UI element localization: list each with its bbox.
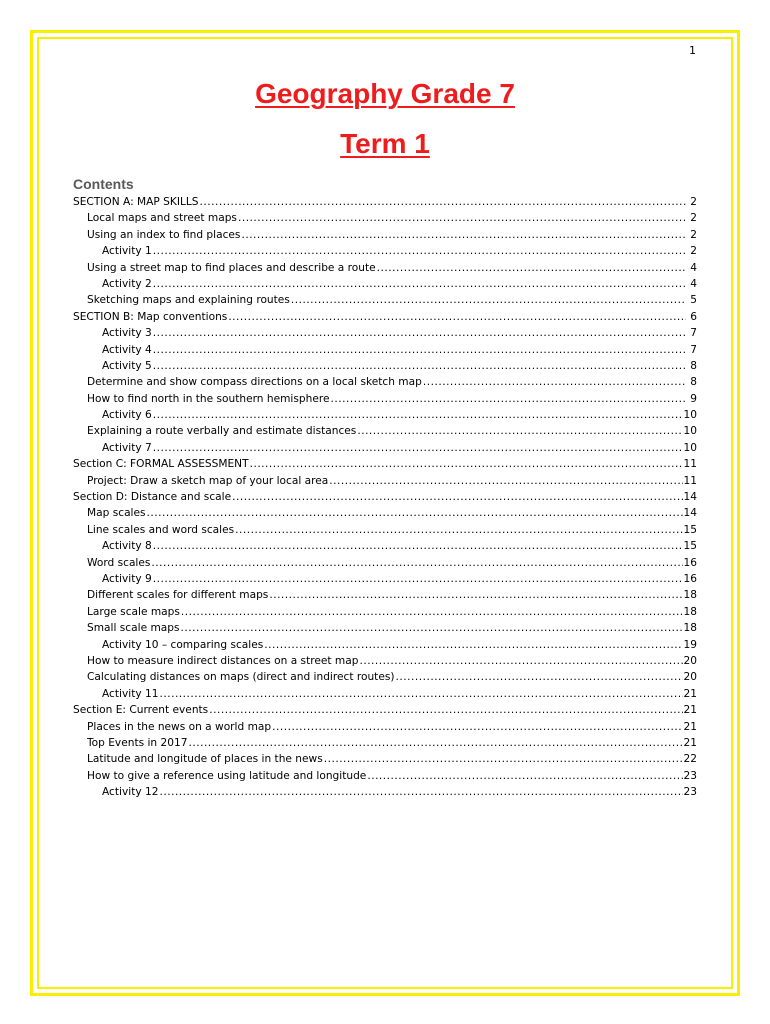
toc-entry-label: Activity 5 [102, 359, 152, 372]
toc-entry-page: 20 [683, 671, 697, 684]
toc-entry-page: 18 [683, 589, 697, 602]
toc-entry[interactable] [73, 194, 697, 210]
toc-dot-leader [159, 784, 682, 800]
page-number: 1 [689, 44, 696, 57]
toc-entry[interactable] [73, 587, 697, 603]
toc-entry-label: Using a street map to find places and describe a route [87, 261, 376, 274]
toc-entry[interactable] [73, 620, 697, 636]
toc-entry[interactable] [73, 604, 697, 620]
toc-dot-leader [359, 653, 682, 669]
toc-entry-label: Project: Draw a sketch map of your local area [87, 474, 329, 487]
toc-entry-page: 10 [683, 409, 697, 422]
toc-dot-leader [153, 243, 686, 259]
toc-dot-leader [250, 456, 683, 472]
toc-entry-page: 15 [683, 540, 697, 553]
toc-entry[interactable] [73, 653, 697, 669]
toc-dot-leader [153, 325, 686, 341]
toc-entry[interactable] [73, 702, 697, 718]
toc-dot-leader [423, 374, 686, 390]
toc-entry[interactable] [73, 292, 697, 308]
toc-dot-leader [188, 735, 682, 751]
toc-entry[interactable] [73, 686, 697, 702]
toc-entry-label: Small scale maps [87, 622, 180, 635]
toc-dot-leader [147, 505, 683, 521]
toc-entry-page: 21 [683, 704, 697, 717]
toc-entry-page: 9 [690, 392, 697, 405]
toc-entry-label: Activity 4 [102, 343, 152, 356]
toc-entry-page: 2 [690, 196, 697, 208]
toc-entry-page: 18 [683, 622, 697, 635]
toc-entry[interactable] [73, 407, 697, 423]
toc-dot-leader [367, 768, 682, 784]
toc-entry-page: 19 [683, 638, 697, 651]
toc-entry-page: 2 [690, 228, 697, 241]
toc-entry-page: 10 [683, 425, 697, 438]
toc-entry-label: Activity 1 [102, 245, 152, 258]
toc-dot-leader [241, 227, 686, 243]
toc-entry-label: Activity 6 [102, 409, 152, 422]
toc-entry[interactable] [73, 538, 697, 554]
toc-dot-leader [153, 440, 683, 456]
toc-entry-label: Top Events in 2017 [87, 736, 188, 749]
toc-entry-page: 8 [690, 376, 697, 389]
toc-entry-page: 14 [683, 507, 697, 520]
toc-entry-page: 11 [683, 474, 697, 487]
toc-entry-page: 21 [683, 736, 697, 749]
toc-entry-label: How to measure indirect distances on a street map [87, 654, 359, 667]
toc-entry-page: 4 [690, 261, 697, 274]
toc-entry-label: Determine and show compass directions on a local sketch map [87, 376, 422, 389]
toc-dot-leader [153, 358, 686, 374]
document-subtitle: Term 1 [340, 128, 430, 159]
toc-entry[interactable] [73, 473, 697, 489]
toc-entry-label: Activity 8 [102, 540, 152, 553]
toc-dot-leader [232, 489, 682, 505]
toc-entry-page: 18 [683, 605, 697, 618]
toc-dot-leader [153, 407, 683, 423]
toc-entry-label: Activity 7 [102, 441, 152, 454]
toc-entry-page: 4 [690, 277, 697, 290]
toc-entry[interactable] [73, 784, 697, 800]
toc-entry[interactable] [73, 669, 697, 685]
toc-entry-page: 10 [683, 441, 697, 454]
toc-entry-label: Activity 11 [102, 687, 159, 700]
toc-dot-leader [209, 702, 682, 718]
toc-entry-page: 7 [690, 343, 697, 356]
toc-dot-leader [291, 292, 686, 308]
toc-dot-leader [153, 571, 683, 587]
toc-entry-label: How to give a reference using latitude and longitude [87, 769, 367, 782]
toc-dot-leader [200, 194, 686, 210]
toc-dot-leader [331, 391, 687, 407]
toc-entry[interactable] [73, 719, 697, 735]
toc-entry-label: Map scales [87, 507, 146, 520]
toc-dot-leader [228, 309, 686, 325]
toc-entry-page: 16 [683, 572, 697, 585]
toc-entry[interactable] [73, 391, 697, 407]
toc-entry-label: Activity 2 [102, 277, 152, 290]
toc-dot-leader [357, 423, 682, 439]
toc-entry[interactable] [73, 735, 697, 751]
toc-entry-label: Sketching maps and explaining routes [87, 294, 290, 307]
toc-entry[interactable] [73, 374, 697, 390]
toc-dot-leader [181, 604, 683, 620]
toc-entry[interactable] [73, 325, 697, 341]
toc-dot-leader [151, 555, 682, 571]
toc-entry-label: Section E: Current events [73, 704, 209, 717]
toc-entry[interactable] [73, 505, 697, 521]
toc-entry-label: Section C: FORMAL ASSESSMENT [73, 458, 249, 471]
toc-entry-label: SECTION A: MAP SKILLS [73, 196, 199, 208]
toc-dot-leader [153, 538, 683, 554]
toc-entry-page: 14 [683, 491, 697, 504]
toc-dot-leader [153, 276, 686, 292]
toc-entry-page: 23 [683, 769, 697, 782]
toc-entry-label: Activity 12 [102, 786, 159, 799]
toc-entry[interactable] [73, 423, 697, 439]
toc-entry[interactable] [73, 309, 697, 325]
toc-entry-page: 7 [690, 327, 697, 340]
toc-entry[interactable] [73, 210, 697, 226]
toc-entry[interactable] [73, 276, 697, 292]
toc-dot-leader [264, 637, 682, 653]
toc-entry-page: 22 [683, 753, 697, 766]
toc-dot-leader [238, 210, 686, 226]
toc-dot-leader [235, 522, 682, 538]
toc-entry-label: Activity 10 – comparing scales [102, 638, 264, 651]
toc-dot-leader [159, 686, 682, 702]
toc-entry-page: 5 [690, 294, 697, 307]
toc-entry-label: Activity 3 [102, 327, 152, 340]
toc-entry[interactable] [73, 751, 697, 767]
toc-dot-leader [272, 719, 682, 735]
toc-dot-leader [329, 473, 682, 489]
toc-entry-page: 15 [683, 523, 697, 536]
toc-entry-page: 20 [683, 654, 697, 667]
toc-entry[interactable] [73, 227, 697, 243]
toc-entry-page: 21 [683, 720, 697, 733]
toc-dot-leader [377, 260, 686, 276]
toc-entry[interactable] [73, 342, 697, 358]
toc-entry-label: Using an index to find places [87, 228, 241, 241]
toc-entry-page: 2 [690, 212, 697, 225]
toc-entry-page: 2 [690, 245, 697, 258]
toc-entry-label: Explaining a route verbally and estimate distances [87, 425, 357, 438]
table-of-contents [73, 194, 697, 800]
toc-entry-page: 23 [683, 786, 697, 799]
toc-entry[interactable] [73, 358, 697, 374]
toc-dot-leader [269, 587, 682, 603]
toc-entry-label: How to find north in the southern hemisphere [87, 392, 330, 405]
toc-entry[interactable] [73, 637, 697, 653]
toc-entry[interactable] [73, 768, 697, 784]
toc-dot-leader [396, 669, 683, 685]
toc-entry-label: Places in the news on a world map [87, 720, 272, 733]
toc-entry-label: Calculating distances on maps (direct and indirect routes) [87, 671, 395, 684]
toc-entry-label: Different scales for different maps [87, 589, 269, 602]
toc-entry-page: 8 [690, 359, 697, 372]
toc-entry-label: Large scale maps [87, 605, 180, 618]
toc-entry[interactable] [73, 456, 697, 472]
toc-entry[interactable] [73, 571, 697, 587]
toc-dot-leader [181, 620, 683, 636]
contents-heading: Contents [73, 176, 134, 192]
toc-entry[interactable] [73, 555, 697, 571]
toc-entry-page: 21 [683, 687, 697, 700]
toc-entry-label: Line scales and word scales [87, 523, 235, 536]
toc-dot-leader [324, 751, 683, 767]
toc-entry[interactable] [73, 440, 697, 456]
toc-entry-page: 16 [683, 556, 697, 569]
toc-entry-label: Word scales [87, 556, 151, 569]
toc-entry-label: Latitude and longitude of places in the news [87, 753, 323, 766]
document-title: Geography Grade 7 [255, 78, 515, 109]
toc-entry[interactable] [73, 489, 697, 505]
toc-entry-page: 11 [683, 458, 697, 471]
toc-entry-label: Local maps and street maps [87, 212, 237, 225]
toc-entry[interactable] [73, 243, 697, 259]
toc-entry-label: SECTION B: Map conventions [73, 310, 228, 323]
toc-entry-label: Section D: Distance and scale [73, 491, 232, 504]
toc-entry[interactable] [73, 522, 697, 538]
toc-entry[interactable] [73, 260, 697, 276]
toc-entry-page: 6 [690, 310, 697, 323]
toc-entry-label: Activity 9 [102, 572, 152, 585]
toc-dot-leader [153, 342, 686, 358]
